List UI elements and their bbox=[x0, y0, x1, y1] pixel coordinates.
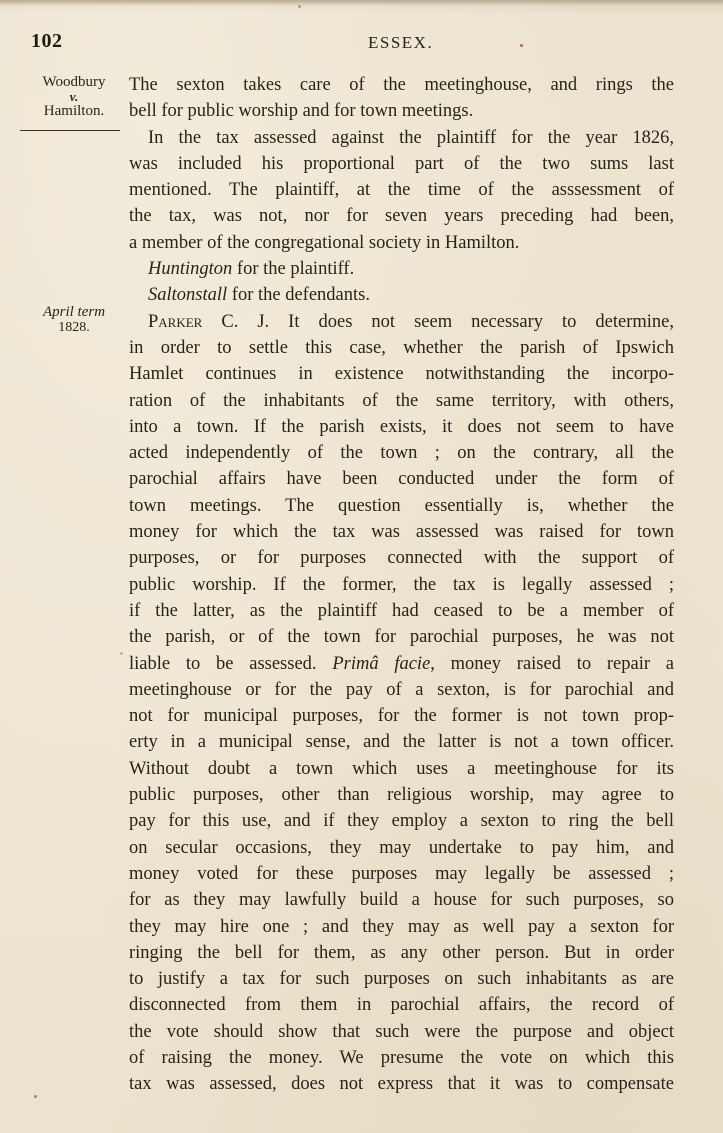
text-line: was included his proportional part of the two sums last bbox=[129, 153, 674, 174]
text-line: ration of the inhabitants of the same territory, with others, bbox=[129, 390, 674, 411]
text-line: for as they may lawfully build a house for such purposes, so bbox=[129, 890, 674, 911]
text-line: public purposes, other than religious worship, may agree to bbox=[129, 785, 674, 806]
text-line: town meetings. The question essentially is, whether the bbox=[129, 495, 674, 516]
text-line: Hamlet continues in existence notwithstanding the incorpo- bbox=[129, 364, 674, 385]
text-line: on secular occasions, they may undertake to pay him, and bbox=[129, 837, 674, 858]
text-line: erty in a municipal sense, and the latter is not a town officer. bbox=[129, 732, 674, 753]
counsel-plaintiff-name: Huntington bbox=[148, 259, 233, 280]
text-line: the vote should show that such were the purpose and object bbox=[129, 1021, 674, 1042]
text-line: parochial affairs have been conducted under the form of bbox=[129, 469, 674, 490]
text-line: not for municipal purposes, for the former is not town prop- bbox=[129, 706, 674, 727]
text-segment: , money raised to repair a bbox=[430, 653, 674, 674]
text-line: of raising the money. We presume the vote on which this bbox=[129, 1047, 674, 1068]
term-label: April term bbox=[42, 304, 106, 320]
opinion-text: It does not seem necessary to determine, bbox=[269, 311, 675, 332]
page-top-edge bbox=[0, 0, 723, 6]
text-line: in order to settle this case, whether the parish of Ipswich bbox=[129, 337, 674, 358]
text-line: into a town. If the parish exists, it does not seem to have bbox=[129, 416, 674, 437]
text-line: the tax, was not, nor for seven years preceding had been, bbox=[129, 206, 674, 227]
running-head: ESSEX. bbox=[368, 33, 434, 52]
counsel-plaintiff-line bbox=[129, 256, 674, 282]
counsel-plaintiff-role: for the plaintiff. bbox=[232, 259, 355, 280]
text-line: public worship. If the former, the tax is legally assessed ; bbox=[129, 574, 674, 595]
latin-phrase: Primâ facie bbox=[332, 653, 431, 674]
text-line: money for which the tax was assessed was raised for town bbox=[129, 522, 674, 543]
text-line: bell for public worship and for town meetings. bbox=[129, 101, 474, 122]
text-line: money voted for these purposes may legally be assessed ; bbox=[129, 863, 674, 884]
text-line: acted independently of the town ; on the contrary, all the bbox=[129, 443, 674, 464]
counsel-defendant-line bbox=[129, 282, 674, 308]
text-line: The sexton takes care of the meetinghouse, and rings the bbox=[129, 75, 674, 95]
text-line-prima-facie bbox=[129, 651, 674, 677]
opinion-first-line bbox=[129, 309, 674, 335]
margin-term-note bbox=[28, 304, 120, 336]
case-defendant: Hamilton. bbox=[43, 103, 105, 119]
page-number: 102 bbox=[31, 30, 63, 52]
text-line: to justify a tax for such purposes on such inhabitants as are bbox=[129, 969, 674, 990]
text-line: meetinghouse or for the pay of a sexton, is for parochial and bbox=[129, 679, 674, 700]
text-line: pay for this use, and if they employ a sexton to ring the bell bbox=[129, 811, 674, 832]
text-line: mentioned. The plaintiff, at the time of the asssessment of bbox=[129, 180, 674, 201]
margin-case-name bbox=[30, 74, 118, 120]
text-line: In the tax assessed against the plaintiff for the year 1826, bbox=[148, 127, 674, 148]
text-line: purposes, or for purposes connected with the support of bbox=[129, 548, 674, 569]
text-line: tax was assessed, does not express that it was to compensate bbox=[129, 1074, 674, 1095]
text-line: a member of the congregational society in Hamilton. bbox=[129, 232, 520, 253]
page-header bbox=[0, 30, 723, 54]
margin-divider bbox=[20, 130, 120, 131]
case-versus: v. bbox=[69, 89, 79, 104]
text-line: disconnected from them in parochial affairs, the record of bbox=[129, 995, 674, 1016]
text-line: the parish, or of the town for parochial purposes, he was not bbox=[129, 627, 674, 648]
counsel-defendant-role: for the defendants. bbox=[227, 285, 370, 306]
foxing-spot bbox=[298, 5, 301, 8]
foxing-spot bbox=[120, 652, 123, 655]
body-text bbox=[129, 72, 674, 1098]
case-plaintiff: Woodbury bbox=[42, 74, 106, 90]
term-year: 1828. bbox=[58, 320, 90, 335]
text-segment: liable to be assessed. bbox=[129, 653, 333, 674]
text-line: they may hire one ; and they may as well pay a sexton for bbox=[129, 916, 674, 937]
text-line: ringing the bell for them, as any other person. But in order bbox=[129, 942, 674, 963]
judge-name: Parker C. J. bbox=[148, 311, 270, 332]
counsel-defendant-name: Saltonstall bbox=[148, 285, 228, 306]
text-line: Without doubt a town which uses a meetinghouse for its bbox=[129, 758, 674, 779]
text-line: if the latter, as the plaintiff had ceased to be a member of bbox=[129, 600, 674, 621]
foxing-spot bbox=[34, 1095, 37, 1098]
